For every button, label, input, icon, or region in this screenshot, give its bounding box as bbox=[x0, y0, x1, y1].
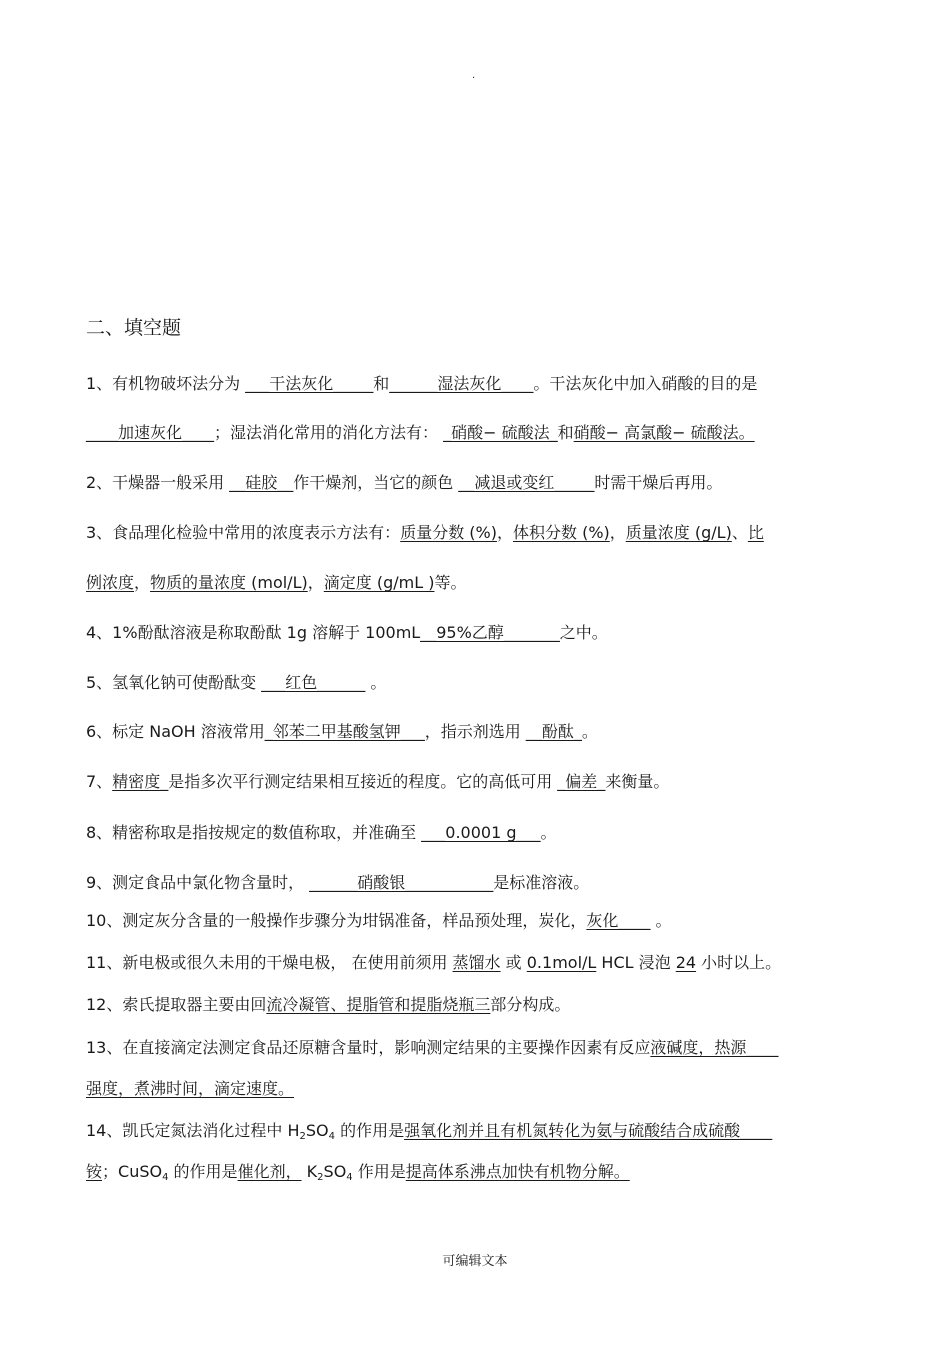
question-14-line-1: 14、凯氏定氮法消化过程中 $H_2SO_4$ 的作用是强氧化剂并且有机氮转化为氨与硫酸结合成硫酸____ bbox=[86, 1121, 773, 1142]
answer-blank: 灰化____ bbox=[586, 911, 651, 930]
answer-blank: 催化剂， bbox=[237, 1162, 302, 1181]
answer-blank: 蒸馏水 bbox=[452, 953, 501, 972]
answer-blank: 体积分数 (%) bbox=[512, 523, 610, 542]
answer-blank: 例浓度 bbox=[86, 573, 135, 592]
answer-blank: 0.1mol/L bbox=[526, 953, 597, 972]
question-8: 8、精密称取是指按规定的数值称取，并准确至 ___0.0001 g___。 bbox=[86, 823, 557, 842]
question-10: 10、测定灰分含量的一般操作步骤分为坩锅准备，样品预处理，炭化，灰化____ 。 bbox=[86, 911, 672, 930]
answer-blank: _硝酸− 硫酸法_ bbox=[443, 423, 558, 442]
question-1-line-1: 1、有机物破坏法分为 ___干法灰化_____和______湿法灰化____。干法灰化中加入硝酸的目的是 bbox=[86, 374, 758, 393]
question-9: 9、测定食品中氯化物含量时， ______硝酸银___________是标准溶液。 bbox=[86, 873, 590, 892]
question-1-line-2: ____加速灰化____；湿法消化常用的消化方法有： _硝酸− 硫酸法_和硝酸− 高氯酸− 硫酸法。 bbox=[86, 423, 755, 442]
answer-blank: ___红色______ bbox=[261, 673, 366, 692]
question-11: 11、新电极或很久未用的干燥电极， 在使用前须用 蒸馏水 或 0.1mol/L HCL 浸泡 24 小时以上。 bbox=[86, 953, 782, 972]
answer-blank: ______硝酸银___________ bbox=[309, 873, 494, 892]
question-13-line-1: 13、在直接滴定法测定食品还原糖含量时，影响测定结果的主要操作因素有反应液碱度，热源____ bbox=[86, 1038, 779, 1057]
section-title: 二、填空题 bbox=[86, 317, 182, 339]
answer-blank: ___0.0001 g___ bbox=[421, 823, 541, 842]
answer-blank: 比 bbox=[747, 523, 764, 542]
answer-blank: 硝酸− 高氯酸− 硫酸法。 bbox=[573, 423, 755, 442]
answer-blank: 质量浓度 (g/L) bbox=[625, 523, 732, 542]
answer-blank: 液碱度，热源____ bbox=[650, 1038, 779, 1057]
answer-blank: 精密度_ bbox=[112, 772, 169, 791]
answer-blank: 流冷凝管、提脂管和提脂烧瓶三 bbox=[266, 995, 491, 1014]
answer-blank: 强度，煮沸时间，滴定速度。 bbox=[86, 1079, 295, 1098]
question-4: 4、1%酚酞溶液是称取酚酞 1g 溶解于 100mL__95%乙醇_______之中。 bbox=[86, 623, 608, 642]
answer-blank: _邻苯二甲基酸氢钾___ bbox=[264, 722, 425, 741]
question-12: 12、索氏提取器主要由回流冷凝管、提脂管和提脂烧瓶三部分构成。 bbox=[86, 995, 571, 1014]
question-14-line-2: 铵；CuSO$_4$ 的作用是催化剂， $K_2SO_4$ 作用是提高体系沸点加快有机物分解。 bbox=[86, 1162, 630, 1183]
answer-blank: 强氧化剂并且有机氮转化为氨与硫酸结合成硫酸____ bbox=[404, 1121, 773, 1140]
answer-blank: 提高体系沸点加快有机物分解。 bbox=[405, 1162, 630, 1181]
question-3-line-1: 3、食品理化检验中常用的浓度表示方法有：质量分数 (%)，体积分数 (%)，质量浓度 (g/L)、比 bbox=[86, 523, 764, 542]
question-5: 5、氢氧化钠可使酚酞变 ___红色______ 。 bbox=[86, 673, 387, 692]
question-3-line-2: 例浓度，物质的量浓度 (mol/L)，滴定度 (g/mL )等。 bbox=[86, 573, 467, 592]
answer-blank: __95%乙醇_______ bbox=[420, 623, 560, 642]
question-7: 7、精密度_是指多次平行测定结果相互接近的程度。它的高低可用 _偏差_来衡量。 bbox=[86, 772, 670, 791]
header-mark: . bbox=[472, 70, 476, 81]
answer-blank: ______湿法灰化____ bbox=[389, 374, 534, 393]
answer-blank: 铵 bbox=[86, 1162, 103, 1181]
answer-blank: 质量分数 (%) bbox=[400, 523, 497, 542]
answer-blank: __硅胶__ bbox=[229, 473, 294, 492]
page-footer: 可编辑文本 bbox=[442, 1254, 508, 1269]
answer-blank: 物质的量浓度 (mol/L) bbox=[150, 573, 308, 592]
answer-blank: __酚酞_ bbox=[525, 722, 582, 741]
answer-blank: ____加速灰化____ bbox=[86, 423, 215, 442]
question-13-line-2 bbox=[86, 1078, 294, 1100]
answer-blank: _偏差_ bbox=[557, 772, 606, 791]
question-2: 2、干燥器一般采用 __硅胶__作干燥剂，当它的颜色 __减退或变红_____时需干燥后再用。 bbox=[86, 473, 723, 492]
question-6: 6、标定 NaOH 溶液常用_邻苯二甲基酸氢钾___，指示剂选用 __酚酞_。 bbox=[86, 722, 598, 741]
answer-blank: 24 bbox=[675, 953, 697, 972]
answer-blank: 滴定度 (g/mL ) bbox=[323, 573, 435, 592]
answer-blank: __减退或变红_____ bbox=[458, 473, 595, 492]
answer-blank: ___干法灰化_____ bbox=[245, 374, 374, 393]
